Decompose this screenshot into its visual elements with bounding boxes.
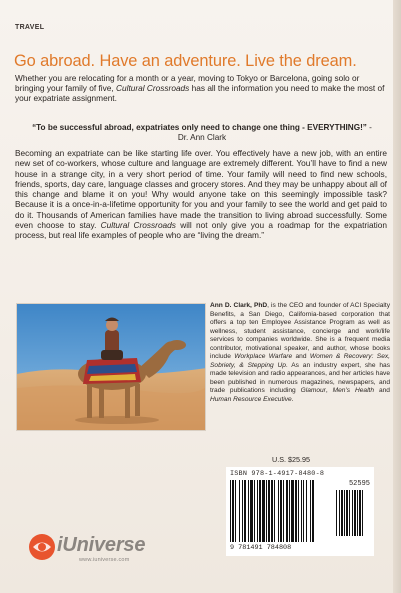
barcode-block	[226, 467, 374, 556]
publisher-name: iUniverse	[57, 534, 146, 556]
bio-pub-2: Men’s Health	[332, 387, 375, 394]
camel-rider-photo	[16, 303, 206, 431]
bio-pub-1: Glamour	[300, 387, 326, 394]
bio-text-3: . As an industry expert, she has made television and radio appearances, and her articles have been published in numerous magazines, newspapers, and trade publications including	[210, 361, 390, 394]
intro-paragraph	[15, 73, 387, 104]
isbn-text: ISBN 978-1-4917-8480-8	[230, 470, 325, 478]
body-book-title: Cultural Crossroads	[100, 219, 176, 230]
bio-text-2: and	[292, 353, 310, 360]
intro-book-title: Cultural Crossroads	[116, 83, 190, 94]
body-text-1: Becoming an expatriate can be like starting life over. You effectively have a new job, with an entire new set of co-workers, whose culture and language are extremely different. You’ll have to find a new house in a strange city, in a very short period of time. Your family will need to find new schools, friends, sports, day care, language classes and grocery stores. And they may be unhappy about all of this change and blame it on you! Why would anyone take on this seemingly impossible task? Because it is a once-in-a-lifetime opportunity for you and your family to see the world and get paid to do it. Thousands of American families have made the transition to living abroad successfully. Some even choose to stay.	[15, 148, 387, 230]
body-text-2: will not only give you a roadmap for the expatriation process, but real life examples of people who are “living the dream.”	[15, 219, 387, 240]
barcode-bars	[230, 480, 370, 544]
body-paragraph	[15, 148, 387, 240]
quote-attribution: - Dr. Ann Clark	[177, 123, 372, 143]
pull-quote	[32, 123, 372, 144]
photo-illustration	[17, 304, 206, 431]
intro-text-2: has all the information you need to make the most of your expatriate assignment.	[15, 83, 385, 104]
quote-text: “To be successful abroad, expatriates only need to change one thing - EVERYTHING!”	[32, 123, 367, 132]
price-label: U.S. $25.95	[272, 455, 310, 464]
price-code: 52595	[348, 480, 370, 488]
iuniverse-logo-icon	[27, 532, 57, 562]
bio-text-6: .	[291, 395, 294, 403]
author-name: Ann D. Clark, PhD	[210, 302, 268, 309]
spine-edge	[393, 0, 401, 593]
bio-book-2: Women & Recovery: Sex, Sobriety, & Stepping Up	[210, 353, 390, 369]
bio-pub-3: Human Resource Executive	[210, 395, 292, 403]
bio-text-1: , is the CEO and founder of ACI Specialty Benefits, a San Diego, California-based corporation that offers a top ten Employee Assistance Program as well as wellness, student assistance, concierge and work/life services to companies worldwide. She is a frequent media contributor, motivational speaker, and author, whose books include	[210, 302, 391, 360]
category-label: TRAVEL	[15, 24, 45, 31]
bio-text-4: ,	[325, 387, 333, 394]
ean-digits: 9 781491 784808	[230, 544, 292, 552]
bio-text-5: and	[374, 387, 390, 394]
intro-text-1: Whether you are relocating for a month or a year, moving to Tokyo or Barcelona, going solo or bringing your family of five,	[15, 73, 360, 94]
publisher-logo	[27, 530, 177, 566]
bio-book-1: Workplace Warfare	[234, 353, 293, 360]
publisher-url: www.iuniverse.com	[79, 557, 130, 563]
headline: Go abroad. Have an adventure. Live the dream.	[14, 52, 357, 70]
author-bio	[210, 302, 390, 404]
